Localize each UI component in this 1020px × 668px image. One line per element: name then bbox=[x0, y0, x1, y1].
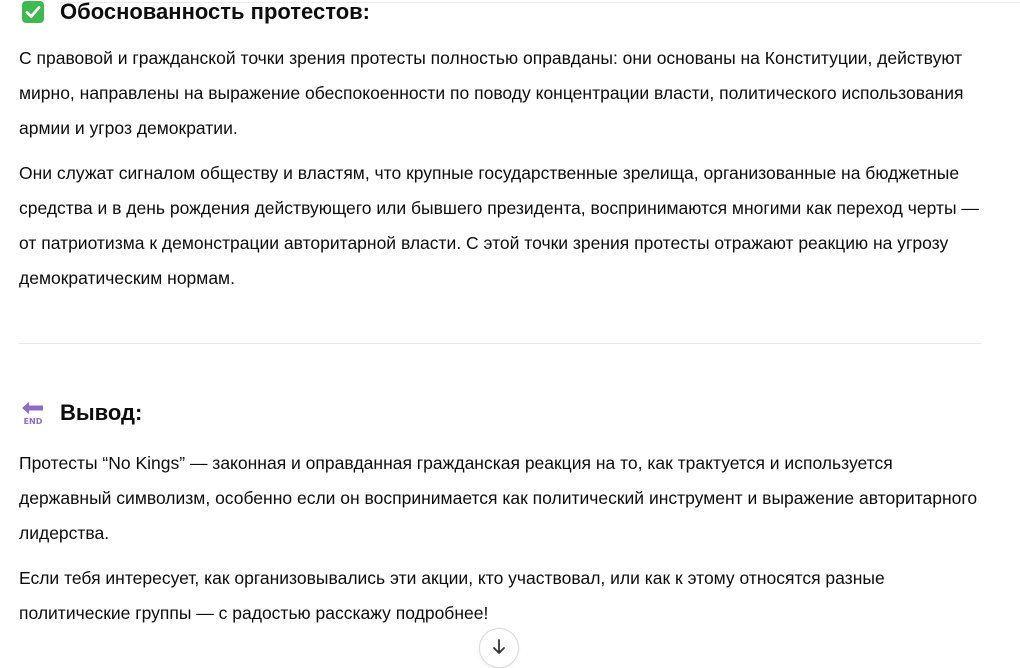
section-heading-text: Вывод: bbox=[60, 400, 143, 425]
section-heading-conclusion bbox=[19, 400, 981, 426]
section-divider bbox=[19, 343, 981, 344]
arrow-down-icon bbox=[492, 639, 506, 655]
scroll-to-bottom-button[interactable] bbox=[479, 628, 519, 668]
section-heading-text: Обоснованность протестов: bbox=[60, 0, 370, 24]
paragraph: С правовой и гражданской точки зрения протесты полностью оправданы: они основаны на Конституции, действуют мирно, направлены на выражение обеспокоенности по поводу концентрации власти, политического использования армии и угроз демократии. bbox=[19, 48, 964, 138]
paragraph: Они служат сигналом обществу и властям, что крупные государственные зрелища, организованные на бюджетные средства и в день рождения действующего или бывшего президента, воспринимаются многими как переход черты — от патриотизма к демонстрации авторитарной власти. С этой точки зрения протесты отражают реакцию на угрозу демократическим нормам. bbox=[19, 163, 979, 288]
end-arrow-icon bbox=[19, 400, 47, 426]
end-icon-label: END bbox=[23, 417, 43, 426]
check-mark-button-icon bbox=[19, 0, 47, 25]
assistant-message bbox=[19, 0, 981, 631]
paragraph: Если тебя интересует, как организовывались эти акции, кто участвовал, или как к этому относятся разные политические группы — с радостью расскажу подробнее! bbox=[19, 568, 885, 623]
paragraph: Протесты “No Kings” — законная и оправданная гражданская реакция на то, как трактуется и используется державный символизм, особенно если он воспринимается как политический инструмент и выражение авторитарного лидерства. bbox=[19, 453, 978, 543]
section-heading-justification bbox=[19, 0, 981, 25]
